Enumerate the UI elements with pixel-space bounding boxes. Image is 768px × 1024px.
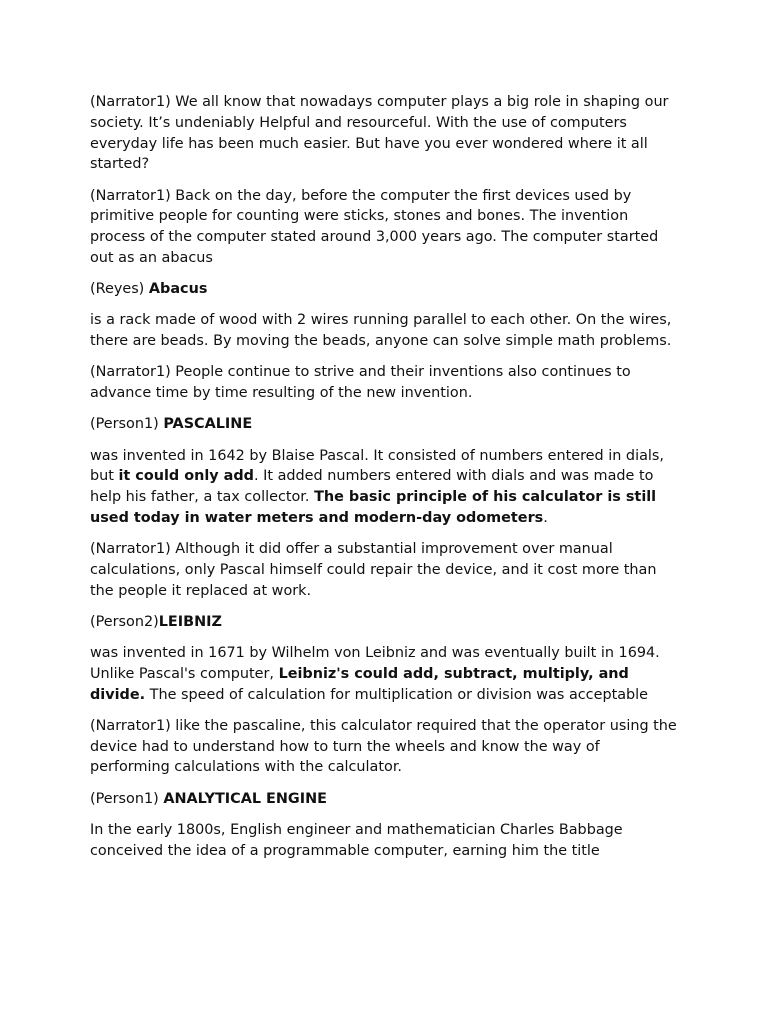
text-run: The speed of calculation for multiplication or division was acceptable: [145, 686, 649, 703]
speaker-label: (Person1): [90, 416, 164, 433]
term-heading: LEIBNIZ: [158, 613, 222, 630]
text-run: (Narrator1) We all know that nowadays computer plays a big role in shaping our society. It’s undeniably Helpful and resourceful. With the use of computers everyday life has been much easier. But have you ever wondered where it all started?: [90, 94, 669, 173]
paragraph: [90, 186, 680, 269]
speaker-label: (Person2): [90, 613, 159, 630]
text-run: (Narrator1) Back on the day, before the computer the first devices used by primitive people for counting were sticks, stones and bones. The invention process of the computer stated around 3,000 years ago. The computer started out as an abacus: [90, 187, 659, 266]
speaker-heading: [90, 279, 680, 300]
paragraph: [90, 539, 680, 601]
paragraph: [90, 643, 680, 705]
speaker-label: (Person1): [90, 790, 164, 807]
term-heading: Abacus: [148, 281, 208, 298]
bold-run: The basic principle of his calculator is still used today in water meters and modern-day odometers: [90, 489, 657, 526]
document-page: [90, 92, 680, 872]
speaker-heading: [90, 612, 680, 633]
paragraph: [90, 310, 680, 352]
bold-run: it could only add: [118, 468, 254, 485]
text-run: (Narrator1) Although it did offer a substantial improvement over manual calculations, only Pascal himself could repair the device, and it cost more than the people it replaced at work.: [90, 541, 657, 599]
speaker-label: (Reyes): [90, 281, 149, 298]
paragraph: [90, 716, 680, 778]
paragraph: [90, 92, 680, 175]
text-run: .: [543, 509, 548, 526]
speaker-heading: [90, 789, 680, 810]
text-run: was invented in 1642 by Blaise Pascal. It consisted of numbers entered in dials, but: [90, 447, 664, 485]
text-run: . It added numbers entered with dials and was made to help his father, a tax collector.: [90, 468, 654, 506]
paragraph: [90, 362, 680, 404]
paragraph: [90, 446, 680, 529]
bold-run: Leibniz's could add, subtract, multiply, and divide.: [90, 665, 629, 703]
text-run: was invented in 1671 by Wilhelm von Leibniz and was eventually built in 1694. Unlike Pascal's computer,: [90, 645, 660, 682]
paragraph: [90, 820, 680, 862]
text-run: (Narrator1) People continue to strive and their inventions also continues to advance time by time resulting of the new invention.: [90, 364, 631, 402]
speaker-heading: [90, 414, 680, 435]
text-run: In the early 1800s, English engineer and mathematician Charles Babbage conceived the idea of a programmable computer, earning him the title: [90, 821, 623, 859]
text-run: (Narrator1) like the pascaline, this calculator required that the operator using the device had to understand how to turn the wheels and know the way of performing calculations with the calculator.: [90, 717, 677, 776]
text-run: is a rack made of wood with 2 wires running parallel to each other. On the wires, there are beads. By moving the beads, anyone can solve simple math problems.: [90, 312, 672, 350]
term-heading: ANALYTICAL ENGINE: [163, 790, 327, 807]
term-heading: PASCALINE: [163, 416, 253, 433]
